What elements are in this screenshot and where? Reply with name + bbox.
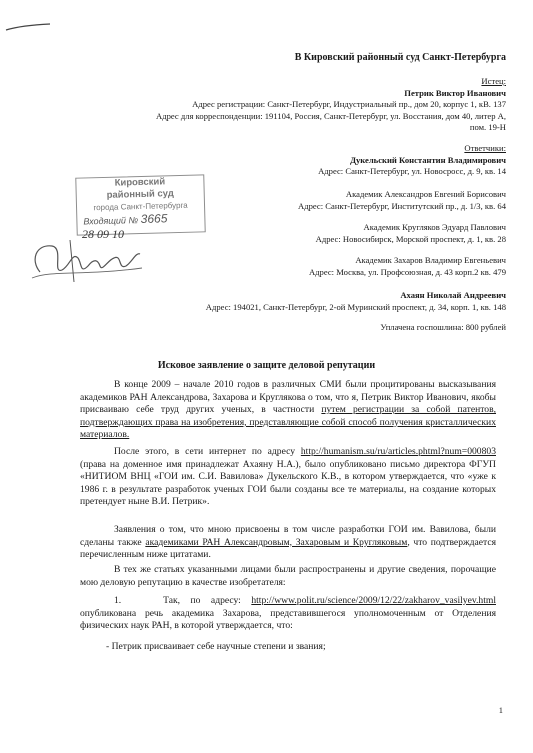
defendant-name: Академик Александров Евгений Борисович bbox=[345, 189, 506, 199]
stamp-registration bbox=[77, 211, 204, 227]
p1-text: В конце 2009 – начале 2010 годов в различных СМИ были процитированы высказывания академиков РАН Александрова, Захарова и Круглякова о том, что я, Петрик Виктор Иванович, якобы присваиваю себе труд других ученых, в частности bbox=[80, 379, 496, 416]
paragraph-5 bbox=[80, 595, 496, 633]
defendant-address: Адрес: Новосибирск, Морской проспект, д. 1, кв. 28 bbox=[315, 233, 506, 244]
paragraph-2 bbox=[80, 446, 496, 509]
stamp-reg-number: 3665 bbox=[140, 211, 168, 226]
page-number: 1 bbox=[498, 705, 503, 715]
defendant-address: Адрес: Санкт-Петербург, Институтский пр., д. 1/3, кв. 64 bbox=[298, 200, 506, 211]
plaintiff-address-corr: Адрес для корреспонденции: 191104, Россия, Санкт-Петербург, ул. Восстания, дом 40, литер А, bbox=[156, 110, 506, 121]
stamp-reg-label: Входящий № bbox=[83, 215, 139, 227]
plaintiff-address-reg: Адрес регистрации: Санкт-Петербург, Индустриальный пр., дом 20, корпус 1, кВ. 137 bbox=[192, 99, 506, 109]
p1-underlined: путем регистрации за собой патентов, подтверждающих права на изобретения, представляющие собой способ получения кристаллических материалов. bbox=[80, 404, 497, 441]
defendant-entry bbox=[318, 155, 506, 178]
p5-text-cont: опубликована речь академика Захарова, представившегося уполномоченным от Отделения физических наук РАН, в которой утверждается, что: bbox=[80, 607, 496, 632]
defendant-entry bbox=[206, 290, 506, 313]
p2-link[interactable]: http://humanism.su/ru/articles.phtml?num=000803 bbox=[300, 446, 496, 457]
defendant-name: Ахаян Николай Андреевич bbox=[400, 290, 506, 300]
court-name: В Кировский районный суд Санкт-Петербурга bbox=[294, 52, 506, 63]
p2-text: После этого, в сети интернет по адресу bbox=[114, 446, 301, 457]
stamp-date: 28 09 10 bbox=[82, 227, 124, 241]
stamp-line1: Кировский bbox=[114, 176, 166, 189]
signature-icon bbox=[22, 230, 152, 290]
plaintiff-role: Истец: bbox=[481, 76, 506, 86]
stamp-line3: города Санкт-Петербурга bbox=[93, 200, 188, 213]
plaintiff-block bbox=[156, 76, 506, 134]
defendant-name: Академик Кругляков Эдуард Павлович bbox=[363, 222, 506, 232]
defendant-name: Дукельский Константин Владимирович bbox=[350, 154, 506, 165]
defendants-role: Ответчики: bbox=[464, 143, 506, 153]
p3-text: Заявления о том, что мною присвоены в том числе разработки ГОИ им. Вавилова, были сделаны также bbox=[80, 524, 496, 548]
bullet-item: - Петрик присваивает себе научные степени и звания; bbox=[106, 641, 326, 652]
p3-text-cont: , что подтверждается перечисленным ниже цитатами. bbox=[80, 536, 496, 561]
p2-text-cont: (права на доменное имя принадлежат Ахаяну Н.А.), было опубликовано письмо директора ФГУП «НИТИОМ ВНЦ «ГОИ им. С.И. Вавилова» Дукельского К.В., в котором утверждается, что «уже к 1986 г. в результате разработок ученых ГОИ были созданы все те материалы, на создание которых претендует ныне В.И. Петрик». bbox=[80, 458, 496, 508]
p5-number: 1. bbox=[114, 595, 122, 606]
fee-note: Уплачена госпошлина: 800 рублей bbox=[380, 322, 506, 332]
p5-text: Так, по адресу: bbox=[163, 595, 252, 606]
plaintiff-address-corr-cont: пом. 19-Н bbox=[469, 122, 506, 132]
defendant-address: Адрес: Москва, ул. Профсоюзная, д. 43 корп.2 кв. 479 bbox=[308, 266, 506, 277]
defendant-address: Адрес: Санкт-Петербург, ул. Новосросс, д. 9, кв. 14 bbox=[318, 166, 506, 176]
defendant-entry bbox=[298, 189, 506, 212]
paragraph-3 bbox=[80, 524, 496, 562]
p5-link[interactable]: http://www.polit.ru/science/2009/12/22/zakharov_vasilyev.html bbox=[251, 595, 496, 606]
p3-underlined: академиками РАН Александровым, Захаровым и Кругляковым bbox=[145, 536, 408, 548]
plaintiff-name: Петрик Виктор Иванович bbox=[404, 87, 506, 98]
defendants-block bbox=[318, 143, 506, 178]
pen-mark-icon bbox=[4, 20, 54, 34]
document-title: Исковое заявление о защите деловой репутации bbox=[157, 360, 376, 371]
defendant-address: Адрес: 194021, Санкт-Петербург, 2-ой Муринский проспект, д. 34, корп. 1, кв. 148 bbox=[205, 301, 506, 312]
defendant-entry bbox=[316, 222, 506, 245]
paragraph-4: В тех же статьях указанными лицами были распространены и другие сведения, порочащие мою деловую репутацию в качестве изобретателя: bbox=[80, 564, 496, 588]
defendant-name: Академик Захаров Владимир Евгеньевич bbox=[355, 255, 506, 265]
stamp-line2: районный суд bbox=[106, 188, 174, 201]
defendant-entry bbox=[309, 255, 506, 278]
paragraph-1 bbox=[80, 379, 496, 442]
